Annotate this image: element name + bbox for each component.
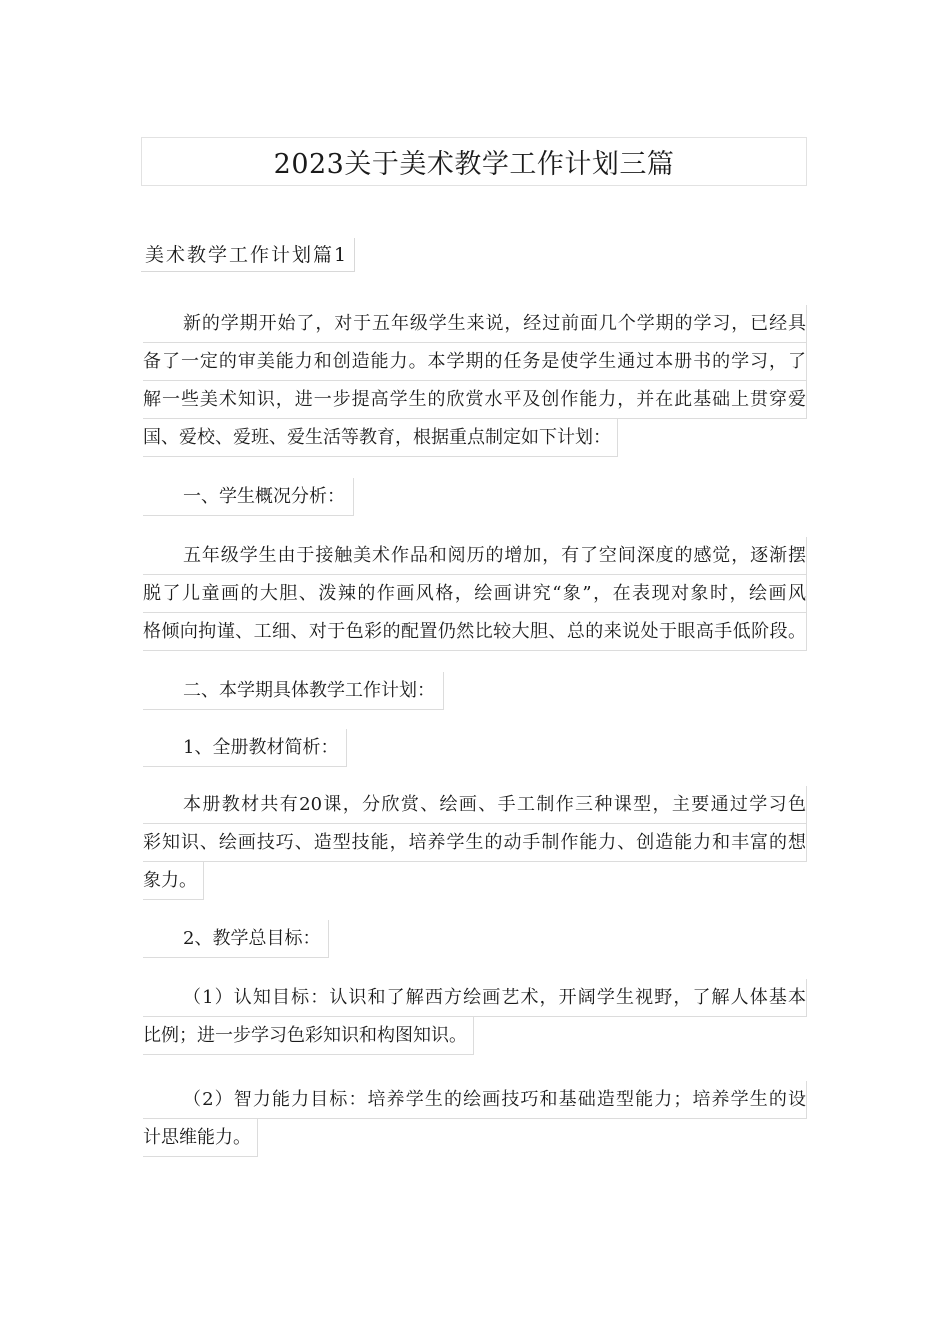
heading-textbook-analysis — [143, 729, 347, 772]
paragraph-line: 脱了儿童画的大胆、泼辣的作画风格，绘画讲究“象”，在表现对象时，绘画风 — [143, 575, 807, 613]
heading-teaching-goals — [143, 920, 329, 963]
intro-paragraph — [143, 305, 807, 462]
goal2-paragraph — [143, 1081, 807, 1162]
paragraph-line: （1）认知目标：认识和了解西方绘画艺术，开阔学生视野，了解人体基本 — [143, 979, 807, 1017]
section-heading: 美术教学工作计划篇1 — [141, 238, 355, 272]
paragraph-line: 备了一定的审美能力和创造能力。本学期的任务是使学生通过本册书的学习，了 — [143, 343, 807, 381]
heading-teaching-plan — [143, 672, 444, 715]
paragraph-line: 本册教材共有20课，分欣赏、绘画、手工制作三种课型，主要通过学习色 — [143, 786, 807, 824]
document-title-text: 2023关于美术教学工作计划三篇 — [273, 149, 675, 180]
paragraph-line: 计思维能力。 — [143, 1119, 258, 1157]
heading-text: 一、学生概况分析： — [143, 478, 354, 516]
heading-student-analysis — [143, 478, 354, 521]
analysis-paragraph — [143, 537, 807, 651]
textbook-paragraph — [143, 786, 807, 905]
paragraph-line: 象力。 — [143, 862, 204, 900]
goal1-paragraph — [143, 979, 807, 1060]
document-title — [141, 137, 807, 186]
heading-text: 二、本学期具体教学工作计划： — [143, 672, 444, 710]
paragraph-line: 比例；进一步学习色彩知识和构图知识。 — [143, 1017, 474, 1055]
paragraph-line: 新的学期开始了，对于五年级学生来说，经过前面几个学期的学习，已经具 — [143, 305, 807, 343]
heading-text: 2、教学总目标： — [143, 920, 329, 958]
paragraph-line: 五年级学生由于接触美术作品和阅历的增加，有了空间深度的感觉，逐渐摆 — [143, 537, 807, 575]
paragraph-line: 解一些美术知识，进一步提高学生的欣赏水平及创作能力，并在此基础上贯穿爱 — [143, 381, 807, 419]
paragraph-line: 格倾向拘谨、工细、对于色彩的配置仍然比较大胆、总的来说处于眼高手低阶段。 — [143, 613, 807, 651]
paragraph-line: （2）智力能力目标：培养学生的绘画技巧和基础造型能力；培养学生的设 — [143, 1081, 807, 1119]
heading-text: 1、全册教材简析： — [143, 729, 347, 767]
paragraph-line: 彩知识、绘画技巧、造型技能，培养学生的动手制作能力、创造能力和丰富的想 — [143, 824, 807, 862]
paragraph-line: 国、爱校、爱班、爱生活等教育，根据重点制定如下计划： — [143, 419, 618, 457]
